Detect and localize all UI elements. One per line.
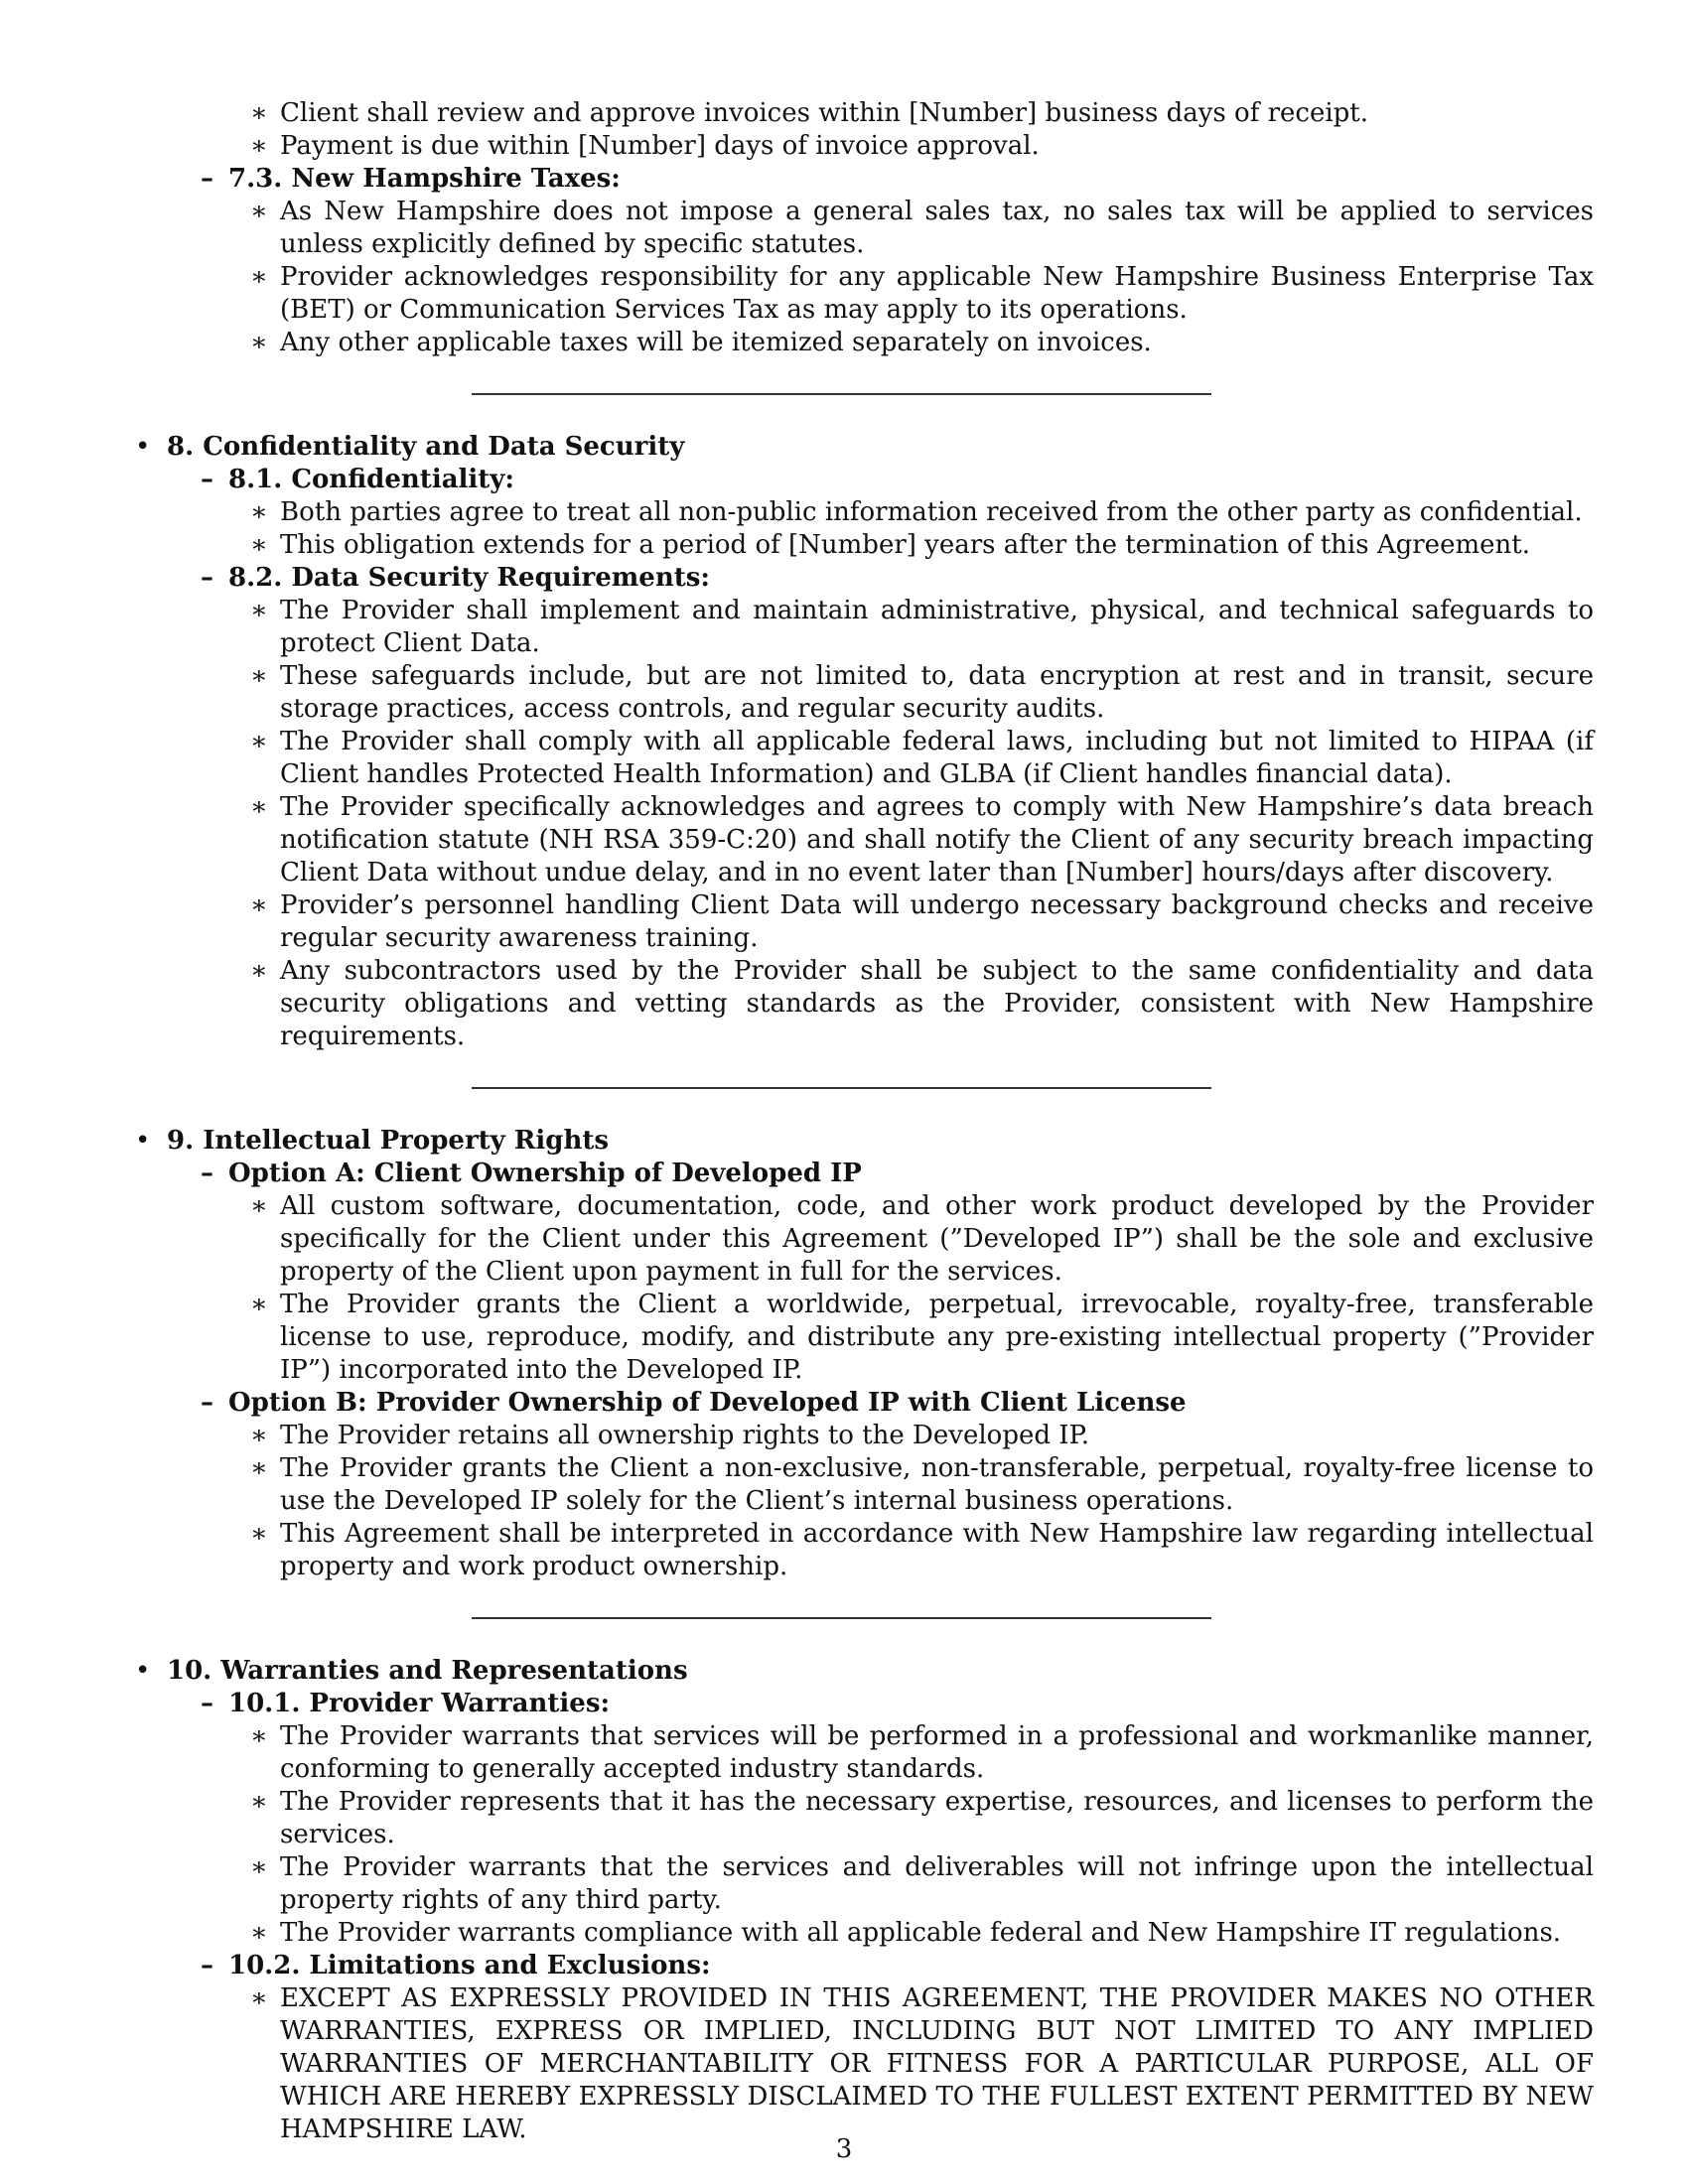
list-item bbox=[129, 889, 1594, 955]
list-item-text: Client shall review and approve invoices within [Number] business days of receipt. bbox=[280, 98, 1369, 128]
subsection-heading-text: 7.3. New Hampshire Taxes: bbox=[228, 164, 621, 194]
section-heading bbox=[129, 1655, 1594, 1688]
list-item-text: These safeguards include, but are not limited to, data encryption at rest and in transit, secure storage practices, access controls, and regular security audits. bbox=[280, 661, 1594, 724]
list-item bbox=[129, 261, 1594, 327]
list-marker: ∗ bbox=[250, 1983, 268, 2013]
list-marker: – bbox=[201, 164, 213, 194]
list-item-text: Provider acknowledges responsibility for any applicable New Hampshire Business Enterprise Tax (BET) or Communication Services Tax as may apply to its operations. bbox=[280, 262, 1594, 325]
list-item-text: The Provider grants the Client a non-exclusive, non-transferable, perpetual, royalty-free license to use the Developed IP solely for the Client’s internal business operations. bbox=[280, 1453, 1594, 1516]
section-heading-text: 8. Confidentiality and Data Security bbox=[167, 432, 685, 462]
list-marker: – bbox=[201, 465, 213, 494]
section-heading-text: 10. Warranties and Representations bbox=[167, 1656, 688, 1686]
list-item-text: The Provider represents that it has the necessary expertise, resources, and licenses to perform the services. bbox=[280, 1787, 1594, 1849]
list-item-text: This obligation extends for a period of [Number] years after the termination of this Agreement. bbox=[280, 530, 1530, 560]
page-number: 3 bbox=[835, 2134, 853, 2164]
list-item-text: As New Hampshire does not impose a general sales tax, no sales tax will be applied to services unless explicitly defined by specific statutes. bbox=[280, 197, 1594, 259]
subsection-heading bbox=[129, 1950, 1594, 1982]
section-divider bbox=[472, 1087, 1211, 1089]
list-marker: ∗ bbox=[250, 328, 268, 357]
list-marker: – bbox=[201, 1689, 213, 1718]
list-marker: – bbox=[201, 1388, 213, 1418]
list-item-text: The Provider shall implement and maintain administrative, physical, and technical safeguards to protect Client Data. bbox=[280, 596, 1594, 658]
list-item bbox=[129, 1190, 1594, 1289]
list-item bbox=[129, 97, 1594, 130]
list-item bbox=[129, 327, 1594, 359]
list-item bbox=[129, 496, 1594, 529]
list-marker: • bbox=[135, 1126, 151, 1156]
list-marker: ∗ bbox=[250, 1191, 268, 1221]
list-item bbox=[129, 529, 1594, 562]
subsection-heading bbox=[129, 1158, 1594, 1190]
list-item-text: The Provider warrants compliance with all applicable federal and New Hampshire IT regulations. bbox=[280, 1918, 1562, 1948]
subsection-heading bbox=[129, 1688, 1594, 1720]
list-item-text: The Provider warrants that services will be performed in a professional and workmanlike manner, conforming to generally accepted industry standards. bbox=[280, 1721, 1594, 1784]
list-marker: ∗ bbox=[250, 661, 268, 691]
section-heading-text: 9. Intellectual Property Rights bbox=[167, 1126, 610, 1156]
list-marker: ∗ bbox=[250, 497, 268, 527]
list-item-text: The Provider warrants that the services and deliverables will not infringe upon the intellectual property rights of any third party. bbox=[280, 1852, 1594, 1915]
list-marker: ∗ bbox=[250, 98, 268, 128]
list-item-text: Provider’s personnel handling Client Data will undergo necessary background checks and receive regular security awareness training. bbox=[280, 890, 1594, 953]
list-item bbox=[129, 595, 1594, 660]
list-marker: ∗ bbox=[250, 792, 268, 822]
list-item-text: Any other applicable taxes will be itemized separately on invoices. bbox=[280, 328, 1152, 357]
list-marker: ∗ bbox=[250, 1852, 268, 1882]
list-item-text: The Provider shall comply with all applicable federal laws, including but not limited to HIPAA (if Client handles Protected Health Information) and GLBA (if Client handles financial data). bbox=[280, 727, 1594, 789]
list-item bbox=[129, 1917, 1594, 1950]
list-marker: ∗ bbox=[250, 197, 268, 226]
section-divider bbox=[472, 393, 1211, 395]
list-item bbox=[129, 130, 1594, 163]
subsection-heading-text: Option B: Provider Ownership of Developed IP with Client License bbox=[228, 1388, 1187, 1418]
list-item-text: This Agreement shall be interpreted in accordance with New Hampshire law regarding intellectual property and work product ownership. bbox=[280, 1519, 1594, 1581]
section-divider bbox=[472, 1617, 1211, 1619]
list-marker: ∗ bbox=[250, 1290, 268, 1319]
list-marker: ∗ bbox=[250, 530, 268, 560]
list-marker: – bbox=[201, 1159, 213, 1188]
list-marker: ∗ bbox=[250, 727, 268, 756]
list-item bbox=[129, 1518, 1594, 1583]
subsection-heading bbox=[129, 464, 1594, 496]
list-marker: ∗ bbox=[250, 262, 268, 292]
list-item bbox=[129, 1720, 1594, 1786]
list-marker: – bbox=[201, 563, 213, 593]
subsection-heading-text: 10.1. Provider Warranties: bbox=[228, 1689, 611, 1718]
list-marker: ∗ bbox=[250, 956, 268, 986]
list-item-text: The Provider grants the Client a worldwide, perpetual, irrevocable, royalty-free, transferable license to use, reproduce, modify, and distribute any pre-existing intellectual property (”Provider IP”) incorporated into the Developed IP. bbox=[280, 1290, 1594, 1385]
list-marker: ∗ bbox=[250, 1787, 268, 1817]
list-marker: ∗ bbox=[250, 1918, 268, 1948]
list-marker: ∗ bbox=[250, 1421, 268, 1450]
subsection-heading-text: 8.2. Data Security Requirements: bbox=[228, 563, 710, 593]
list-item-text: Any subcontractors used by the Provider shall be subject to the same confidentiality and data security obligations and vetting standards as the Provider, consistent with New Hampshire requirements. bbox=[280, 956, 1594, 1051]
list-item-text: The Provider specifically acknowledges and agrees to comply with New Hampshire’s data breach notification statute (NH RSA 359-C:20) and shall notify the Client of any security breach impacting Client Data without undue delay, and in no event later than [Number] hours/days after discovery. bbox=[280, 792, 1594, 887]
list-item-text: Both parties agree to treat all non-public information received from the other party as confidential. bbox=[280, 497, 1583, 527]
list-marker: ∗ bbox=[250, 131, 268, 161]
list-item-text: EXCEPT AS EXPRESSLY PROVIDED IN THIS AGREEMENT, THE PROVIDER MAKES NO OTHER WARRANTIES, EXPRESS OR IMPLIED, INCLUDING BUT NOT LIMITED TO ANY IMPLIED WARRANTIES OF MERCHANTABILITY OR FITNESS FOR A PARTICULAR PURPOSE, ALL OF WHICH ARE HEREBY EXPRESSLY DISCLAIMED TO THE FULLEST EXTENT PERMITTED BY NEW HAMPSHIRE LAW. bbox=[280, 1983, 1594, 2144]
list-item bbox=[129, 196, 1594, 261]
list-marker: • bbox=[135, 1656, 151, 1686]
section-heading bbox=[129, 1125, 1594, 1158]
document-body bbox=[129, 97, 1594, 2146]
list-item bbox=[129, 1851, 1594, 1917]
list-item bbox=[129, 1289, 1594, 1387]
list-item bbox=[129, 1786, 1594, 1851]
section-heading bbox=[129, 431, 1594, 464]
list-item bbox=[129, 726, 1594, 791]
list-item-text: All custom software, documentation, code, and other work product developed by the Provider specifically for the Client under this Agreement (”Developed IP”) shall be the sole and exclusive property of the Client upon payment in full for the services. bbox=[280, 1191, 1594, 1287]
list-marker: ∗ bbox=[250, 890, 268, 920]
list-marker: ∗ bbox=[250, 1453, 268, 1483]
list-item bbox=[129, 791, 1594, 889]
list-item bbox=[129, 1982, 1594, 2146]
list-marker: ∗ bbox=[250, 1519, 268, 1549]
list-item bbox=[129, 660, 1594, 726]
subsection-heading bbox=[129, 1387, 1594, 1420]
subsection-heading-text: Option A: Client Ownership of Developed IP bbox=[228, 1159, 862, 1188]
subsection-heading bbox=[129, 163, 1594, 196]
list-marker: ∗ bbox=[250, 1721, 268, 1751]
list-marker: ∗ bbox=[250, 596, 268, 625]
list-marker: • bbox=[135, 432, 151, 462]
list-item-text: Payment is due within [Number] days of invoice approval. bbox=[280, 131, 1040, 161]
subsection-heading bbox=[129, 562, 1594, 595]
list-marker: – bbox=[201, 1951, 213, 1980]
list-item-text: The Provider retains all ownership rights to the Developed IP. bbox=[280, 1421, 1090, 1450]
subsection-heading-text: 10.2. Limitations and Exclusions: bbox=[228, 1951, 711, 1980]
list-item bbox=[129, 1420, 1594, 1452]
list-item bbox=[129, 1452, 1594, 1518]
list-item bbox=[129, 955, 1594, 1053]
subsection-heading-text: 8.1. Confidentiality: bbox=[228, 465, 515, 494]
